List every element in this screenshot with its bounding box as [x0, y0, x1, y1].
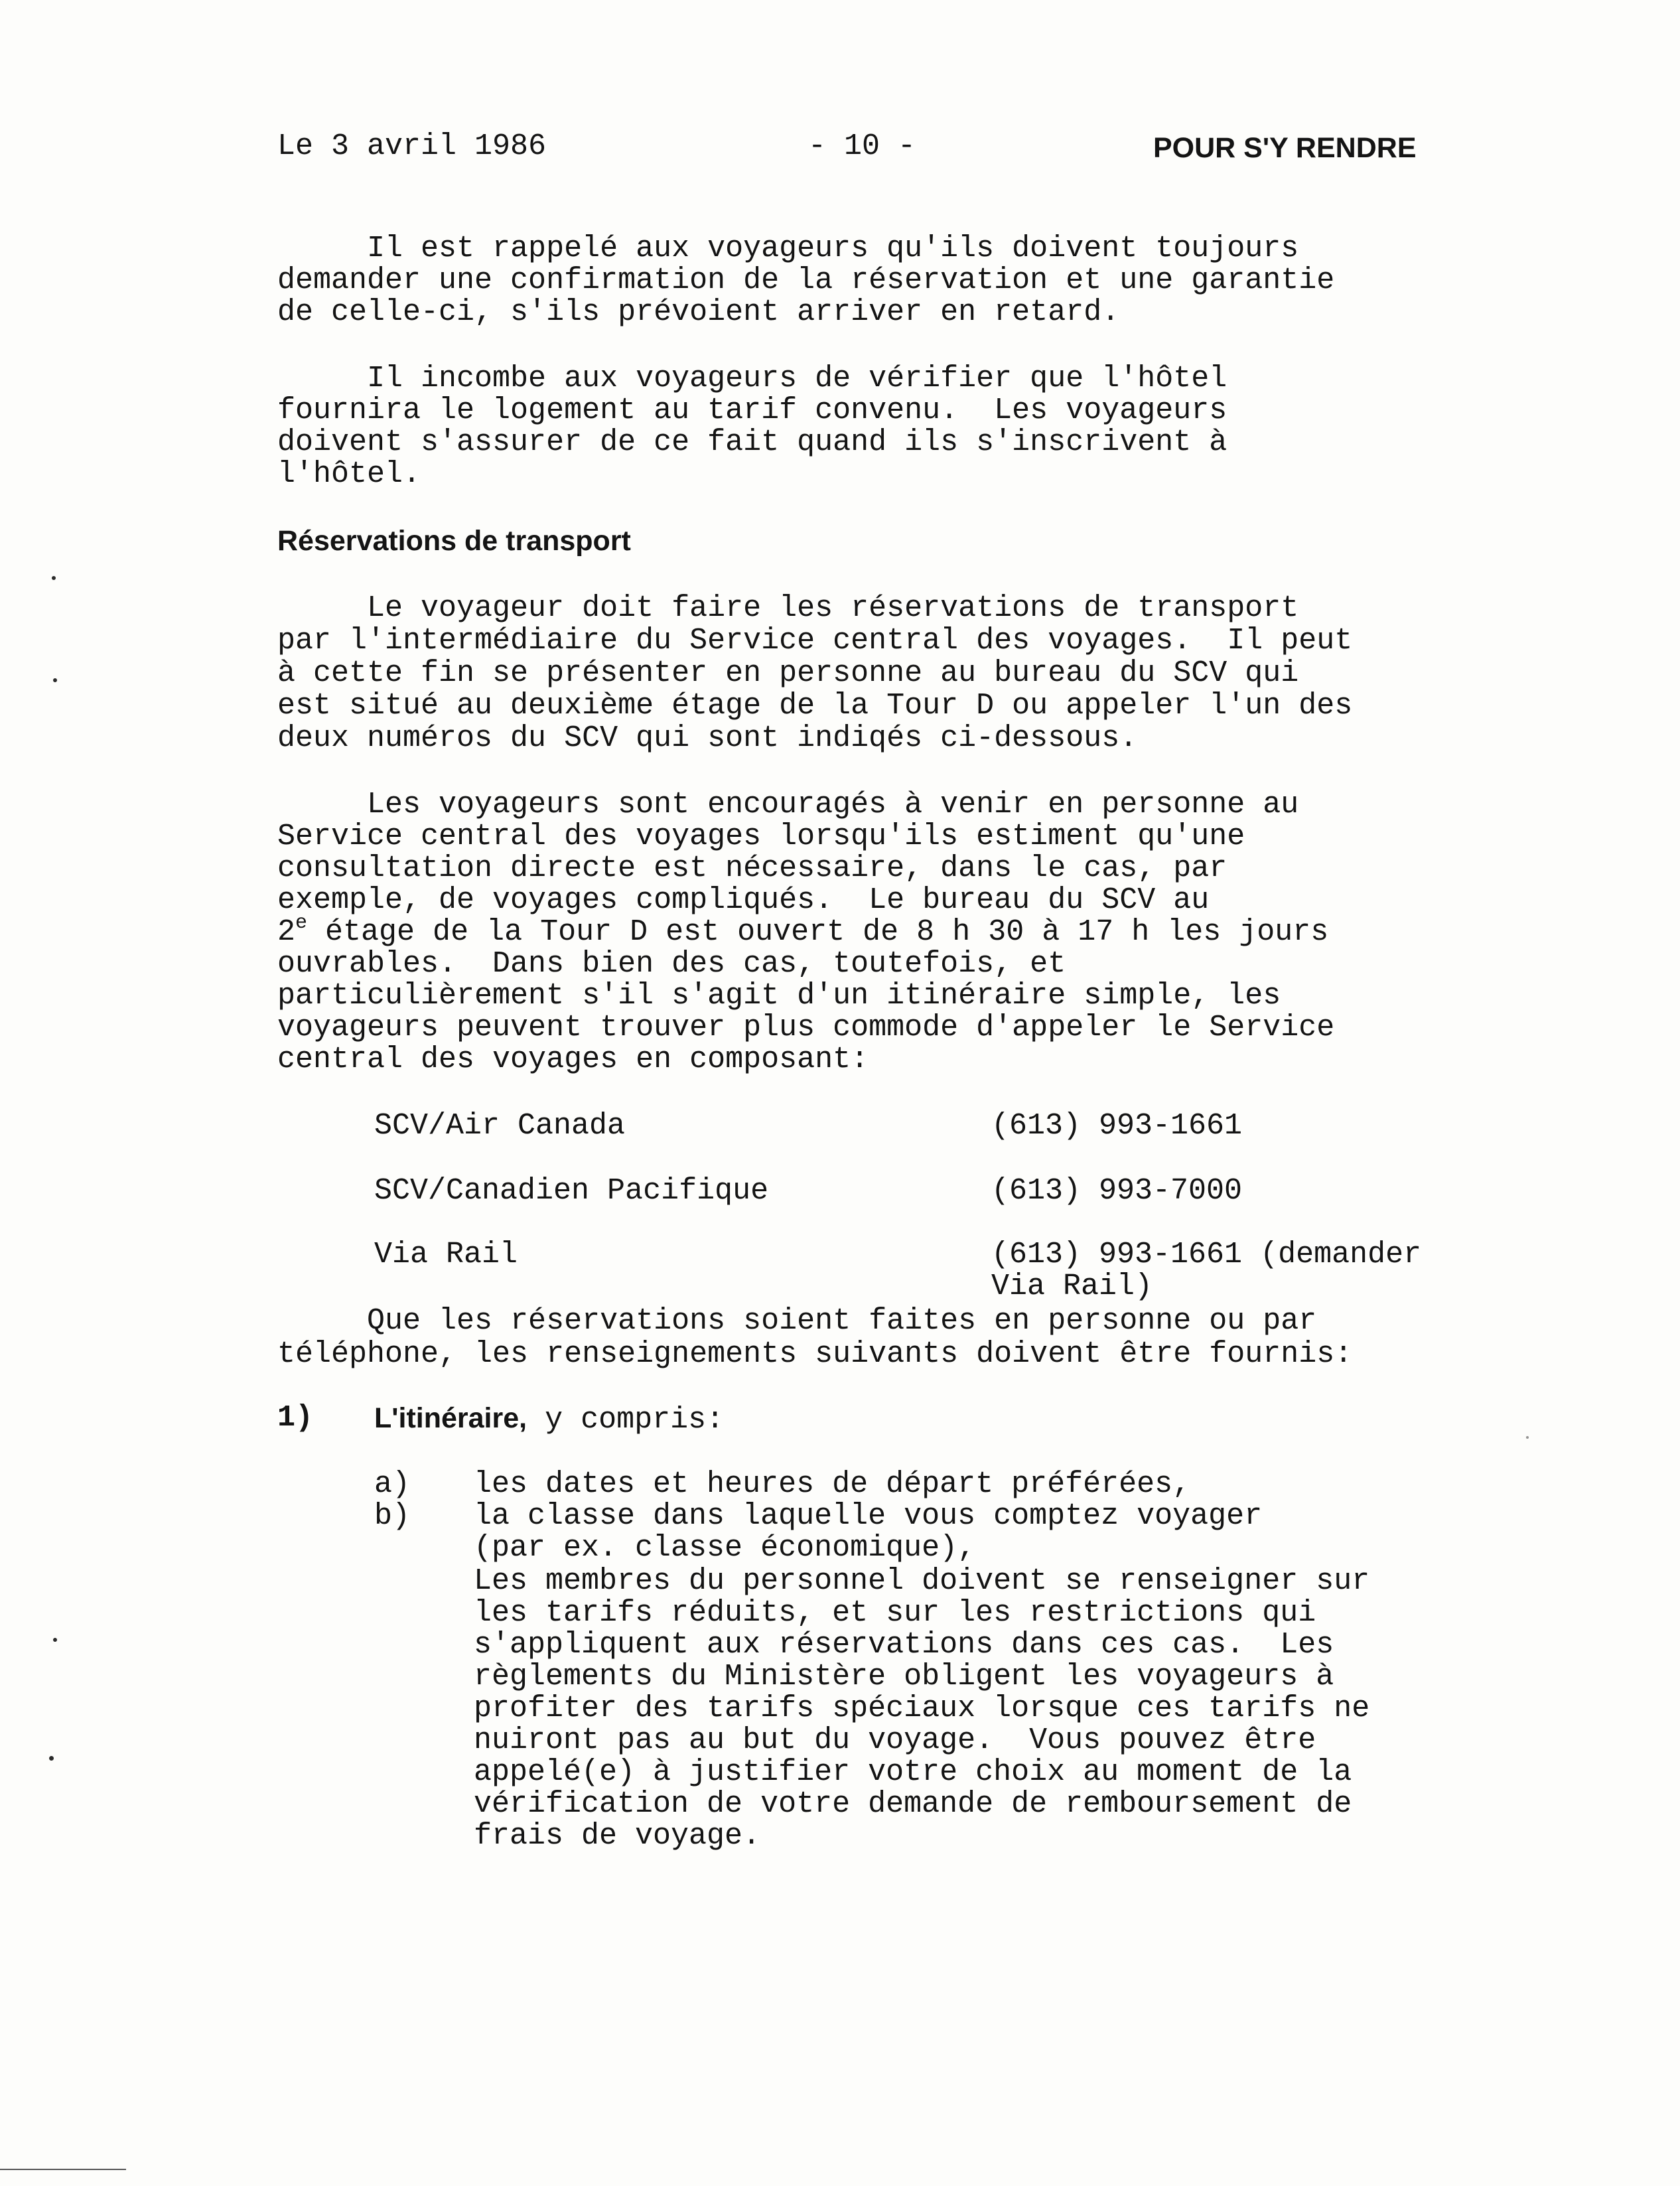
text-line: par l'intermédiaire du Service central des voyages. Il peut	[277, 624, 1353, 658]
text-line: Service central des voyages lorsqu'ils estiment qu'une	[277, 820, 1245, 853]
contact-name: SCV/Air Canada	[374, 1109, 626, 1143]
text-line: Le voyageur doit faire les réservations de transport	[277, 591, 1299, 625]
text-line: de celle-ci, s'ils prévoient arriver en retard.	[277, 295, 1120, 329]
floor-ordinal-suffix: e	[295, 912, 308, 934]
text-line: est situé au deuxième étage de la Tour D ou appeler l'un des	[277, 689, 1353, 723]
item-title-rest: y compris:	[527, 1403, 725, 1437]
scan-speck	[53, 1638, 57, 1642]
text-line: ouvrables. Dans bien des cas, toutefois, et	[277, 947, 1066, 981]
header-section-title: POUR S'Y RENDRE	[1153, 132, 1417, 164]
text-line: Les membres du personnel doivent se renseigner sur	[474, 1564, 1370, 1598]
text-line: s'appliquent aux réservations dans ces cas. Les	[474, 1628, 1334, 1662]
contact-phone: (613) 993-1661	[991, 1109, 1243, 1143]
text-line: demander une confirmation de la réservation et une garantie	[277, 263, 1335, 297]
text-line: Il incombe aux voyageurs de vérifier que l'hôtel	[277, 362, 1227, 396]
sub-item-text-cont: (par ex. classe économique),	[474, 1531, 976, 1565]
header-page-number: - 10 -	[808, 129, 916, 163]
text-line: consultation directe est nécessaire, dans le cas, par	[277, 851, 1227, 885]
header-date: Le 3 avril 1986	[277, 129, 547, 163]
text-line: Que les réservations soient faites en personne ou par	[277, 1304, 1317, 1338]
text-line: deux numéros du SCV qui sont indiqés ci-dessous.	[277, 721, 1138, 755]
sub-item-letter: a)	[374, 1467, 411, 1501]
text-line: Il est rappelé aux voyageurs qu'ils doivent toujours	[277, 232, 1299, 265]
contact-name: Via Rail	[374, 1238, 518, 1272]
text-line: doivent s'assurer de ce fait quand ils s'inscrivent à	[277, 425, 1227, 459]
scan-speck	[1526, 1436, 1529, 1439]
text-line: l'hôtel.	[277, 457, 421, 491]
text-line: règlements du Ministère obligent les voyageurs à	[474, 1660, 1334, 1694]
contact-phone-note: Via Rail)	[991, 1270, 1153, 1303]
sub-item-text: les dates et heures de départ préférées,	[474, 1467, 1191, 1501]
contact-phone: (613) 993-7000	[991, 1174, 1243, 1208]
text-line: profiter des tarifs spéciaux lorsque ces tarifs ne	[474, 1692, 1370, 1725]
scan-speck	[52, 576, 56, 580]
text-line: vérification de votre demande de remboursement de	[474, 1787, 1352, 1821]
item-title: L'itinéraire,	[374, 1402, 527, 1434]
floor-line-rest: étage de la Tour D est ouvert de 8 h 30 à 17 h les jours	[307, 915, 1329, 949]
section-heading-transport: Réservations de transport	[277, 525, 631, 557]
scan-speck	[53, 678, 57, 682]
text-line: Les voyageurs sont encouragés à venir en personne au	[277, 788, 1299, 822]
sub-item-letter: b)	[374, 1499, 411, 1533]
scan-edge-line	[0, 2169, 126, 2170]
text-line: nuiront pas au but du voyage. Vous pouvez être	[474, 1723, 1316, 1757]
item-number: 1)	[277, 1401, 314, 1435]
item-title-line	[374, 1402, 724, 1437]
text-line: central des voyages en composant:	[277, 1043, 869, 1076]
text-line: particulièrement s'il s'agit d'un itinéraire simple, les	[277, 979, 1281, 1013]
scan-speck	[49, 1756, 54, 1761]
contact-name: SCV/Canadien Pacifique	[374, 1174, 769, 1208]
text-line: fournira le logement au tarif convenu. Les voyageurs	[277, 394, 1227, 427]
text-line: exemple, de voyages compliqués. Le bureau du SCV au	[277, 883, 1210, 917]
text-line: appelé(e) à justifier votre choix au moment de la	[474, 1755, 1352, 1789]
text-line: à cette fin se présenter en personne au bureau du SCV qui	[277, 656, 1299, 690]
text-line: frais de voyage.	[474, 1819, 761, 1853]
text-line: les tarifs réduits, et sur les restrictions qui	[474, 1596, 1316, 1630]
text-line: téléphone, les renseignements suivants doivent être fournis:	[277, 1337, 1353, 1371]
contact-phone: (613) 993-1661 (demander	[991, 1238, 1422, 1272]
text-line-floor	[277, 912, 1329, 949]
floor-number: 2	[277, 915, 296, 949]
text-line: voyageurs peuvent trouver plus commode d'appeler le Service	[277, 1011, 1335, 1045]
sub-item-text: la classe dans laquelle vous comptez voyager	[474, 1499, 1263, 1533]
